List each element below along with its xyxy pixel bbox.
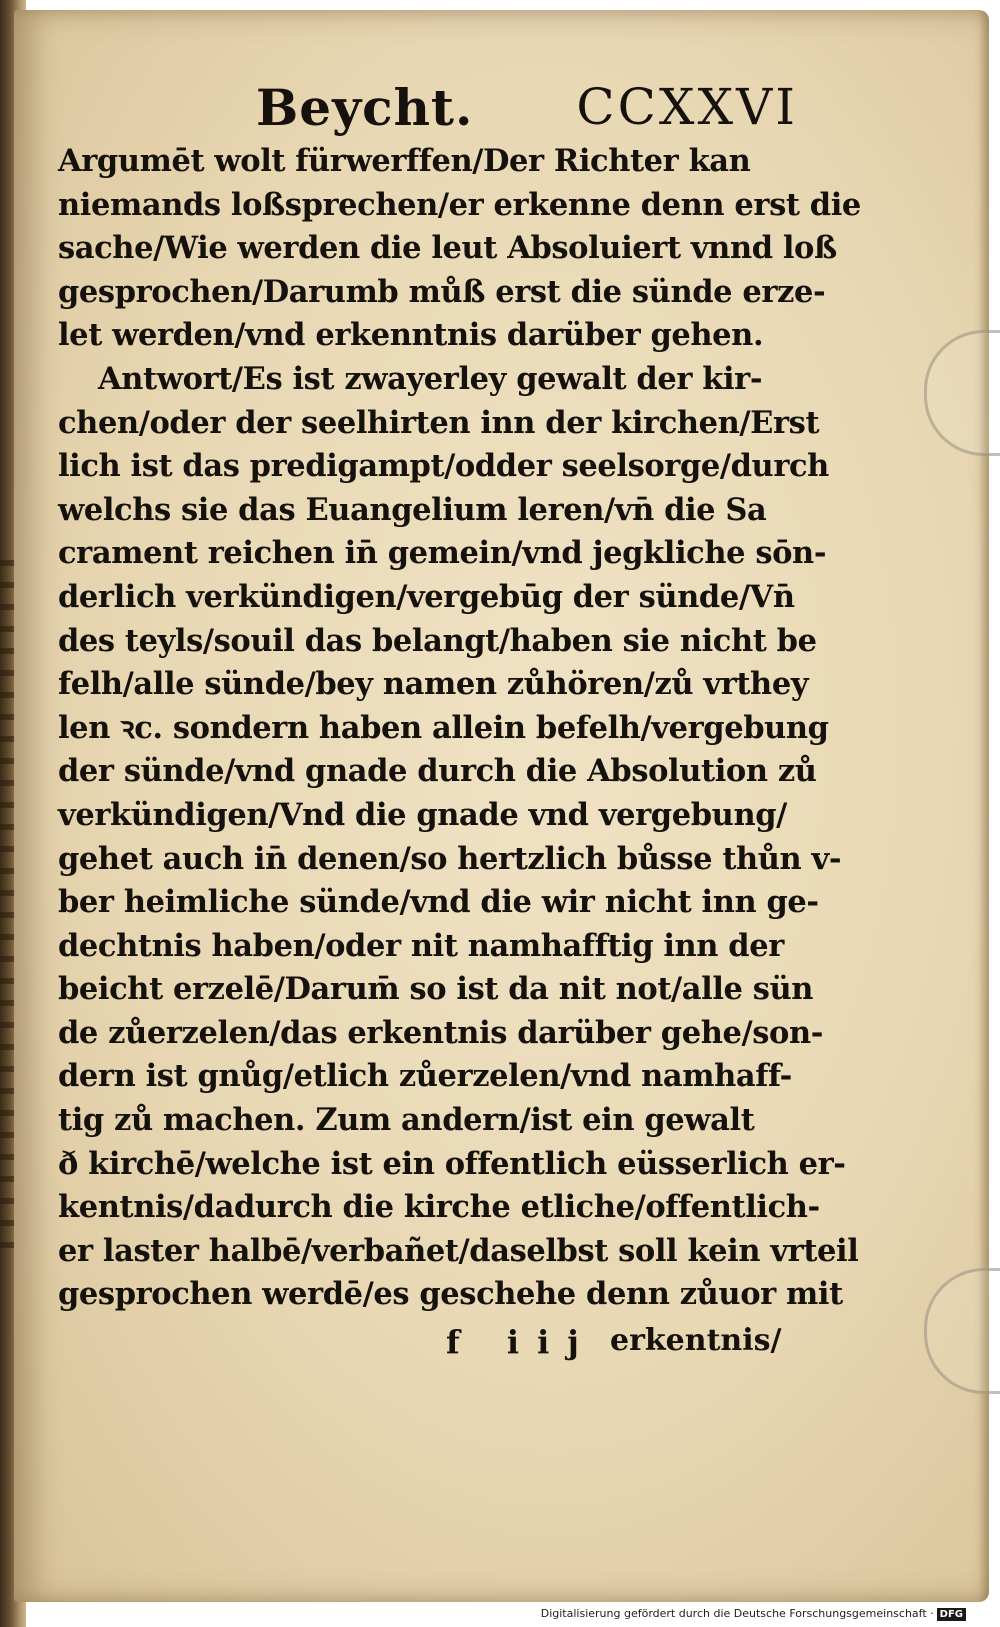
text-line: beicht erzelē/Darum̄ so ist da nit not/alle sün [58,971,814,1008]
text-line: verkündigen/Vnd die gnade vnd vergebung/ [58,796,787,833]
running-head [58,78,798,140]
text-line: gesprochen werdē/es geschehe denn zůuor mit [58,1276,843,1313]
folio-number: CCXXVI [576,78,798,136]
text-line: sache/Wie werden die leut Absoluiert vnnd loß [58,230,837,267]
dfg-logo: DFG [937,1608,966,1621]
text-line: niemands loßsprechen/er erkenne denn erst die [58,186,861,223]
text-line: Antwort/Es ist zwayerley gewalt der kir- [98,360,763,397]
body-text [58,140,861,1317]
text-block [58,78,861,1367]
text-line: ð kirchē/welche ist ein offentlich eüsserlich er- [58,1145,846,1182]
catchword: erkentnis/ [610,1323,782,1359]
text-line: gehet auch in̄ denen/so hertzlich bůsse thůn v- [58,840,842,877]
text-line: chen/oder der seelhirten inn der kirchen/Erst [58,404,820,441]
signature-line [58,1317,798,1367]
text-line: gesprochen/Darumb můß erst die sünde erze- [58,273,826,310]
text-line: lich ist das predigampt/odder seelsorge/durch [58,448,829,485]
text-line: felh/alle sünde/bey namen zůhören/zů vrthey [58,666,809,703]
text-line: len ꝛc. sondern haben allein befelh/vergebung [58,709,829,746]
text-line: kentnis/dadurch die kirche etliche/offentlich- [58,1189,820,1226]
text-line: ber heimliche sünde/vnd die wir nicht inn ge- [58,884,819,921]
text-line: dechtnis haben/oder nit namhafftig inn der [58,927,784,964]
credit-text: Digitalisierung gefördert durch die Deutsche Forschungsgemeinschaft · [540,1607,934,1620]
text-line: tig zů machen. Zum andern/ist ein gewalt [58,1102,755,1139]
text-line: welchs sie das Euangelium leren/vn̄ die Sa [58,491,767,528]
running-head-title: Beycht. [256,78,474,137]
text-line: derlich verkündigen/vergebūg der sünde/Vn̄ [58,578,795,615]
text-line: er laster halbē/verbañet/daselbst soll kein vrteil [58,1232,859,1269]
text-line: crament reichen in̄ gemein/vnd jegkliche sōn- [58,535,827,572]
text-line: de zůerzelen/das erkentnis darüber gehe/son- [58,1014,824,1051]
text-line: der sünde/vnd gnade durch die Absolution zů [58,753,817,790]
text-line: dern ist gnůg/etlich zůerzelen/vnd namhaff- [58,1058,792,1095]
text-line: let werden/vnd erkenntnis darüber gehen. [58,317,764,354]
text-line: des teyls/souil das belangt/haben sie nicht be [58,622,817,659]
signature-mark: f iij [446,1323,597,1362]
text-line: Argumēt wolt fürwerffen/Der Richter kan [58,143,751,179]
digitization-credit [541,1607,966,1621]
